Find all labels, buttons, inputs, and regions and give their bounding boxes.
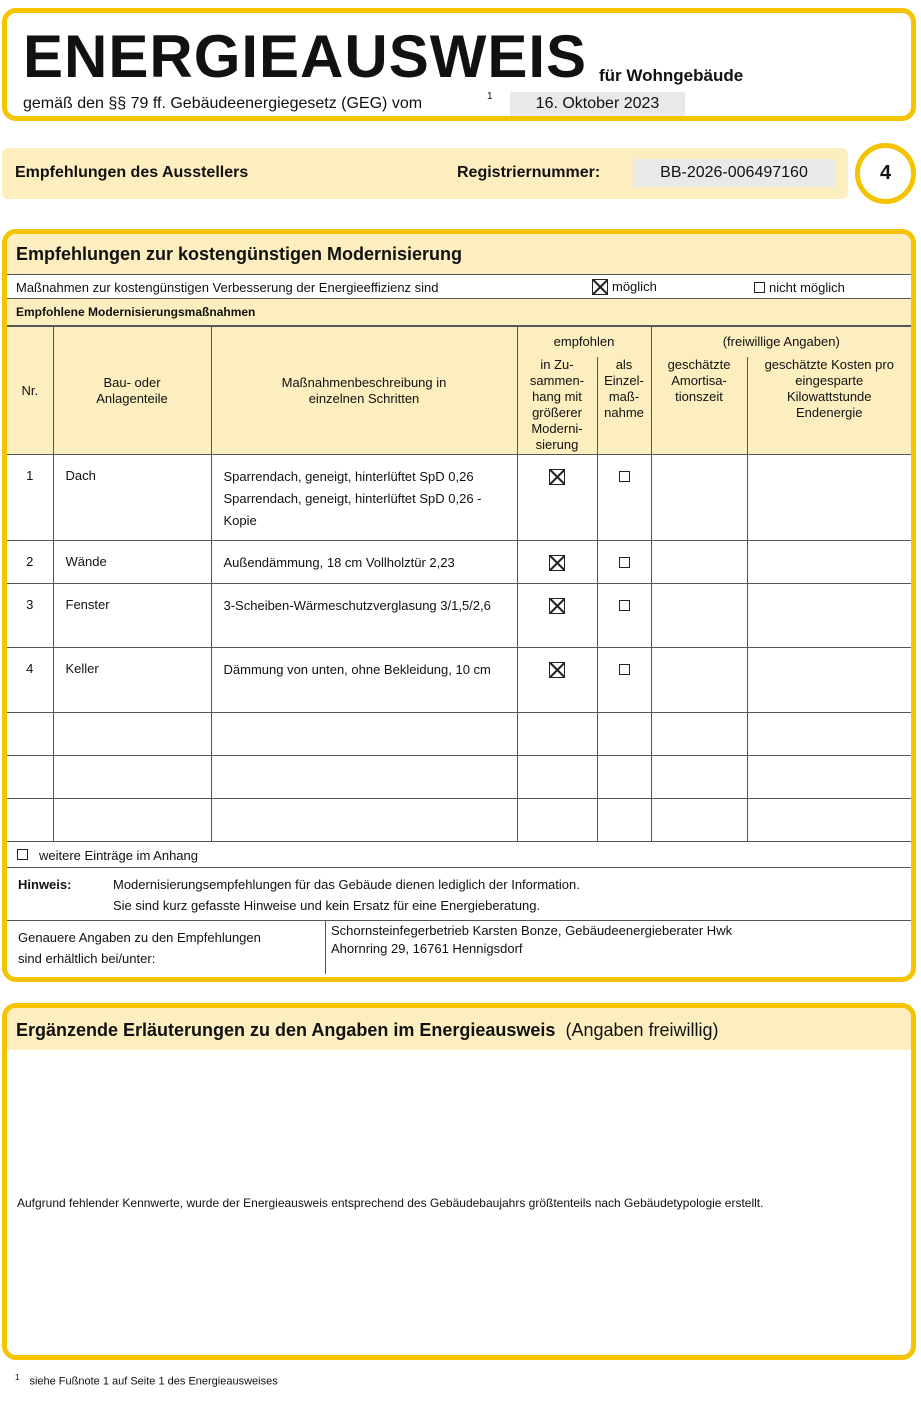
cost-cell — [747, 455, 911, 541]
band-label: Empfehlungen des Ausstellers — [15, 164, 249, 181]
amortization-cell — [651, 648, 747, 713]
contact-label-2: sind erhältlich bei/unter: — [18, 951, 156, 966]
footnote-ref: 1 — [487, 91, 493, 102]
header-box — [2, 8, 916, 121]
row-description: 3-Scheiben-Wärmeschutzverglasung 3/1,5/2,6 — [211, 584, 517, 648]
document-subtitle: für Wohngebäude — [599, 66, 744, 85]
col-recommended: empfohlen — [517, 327, 651, 357]
single-checkbox-icon[interactable] — [619, 600, 630, 611]
single-checkbox-icon[interactable] — [619, 664, 630, 675]
row-nr: 1 — [7, 455, 53, 541]
page-number-badge: 4 — [855, 143, 916, 204]
measures-row — [7, 274, 911, 299]
divider — [325, 921, 326, 974]
supplementary-title: Ergänzende Erläuterungen zu den Angaben im Energieausweis — [16, 1020, 556, 1040]
contact-line-1: Schornsteinfegerbetrieb Karsten Bonze, Gebäudeenergieberater Hwk — [331, 923, 733, 938]
row-description: Außendämmung, 18 cm Vollholztür 2,23 — [211, 541, 517, 584]
footnote — [15, 1373, 278, 1388]
footnote-text: siehe Fußnote 1 auf Seite 1 des Energieausweises — [29, 1375, 278, 1388]
registration-number-field: BB-2026-006497160 — [633, 159, 835, 187]
row-nr: 4 — [7, 648, 53, 713]
empty-row — [7, 713, 911, 756]
table-row — [7, 584, 911, 648]
combined-checkbox-icon[interactable] — [549, 598, 565, 614]
amortization-cell — [651, 455, 747, 541]
row-part: Fenster — [53, 584, 211, 648]
law-reference: gemäß den §§ 79 ff. Gebäudeenergiegesetz (GEG) vom — [23, 95, 423, 112]
col-description: Maßnahmenbeschreibung in einzelnen Schritten — [211, 327, 517, 455]
empty-row — [7, 799, 911, 842]
col-part: Bau- oder Anlagenteile — [53, 327, 211, 455]
cost-cell — [747, 648, 911, 713]
table-row — [7, 541, 911, 584]
law-date-field: 16. Oktober 2023 — [510, 92, 685, 116]
col-optional: (freiwillige Angaben) — [651, 327, 911, 357]
col-combined: in Zu-sammen-hang mit größerer Moderni-sierung — [517, 357, 597, 455]
hint-row — [7, 868, 911, 921]
registration-label: Registriernummer: — [457, 164, 601, 181]
single-checkbox-icon[interactable] — [619, 471, 630, 482]
option-possible[interactable] — [592, 278, 657, 295]
row-part: Wände — [53, 541, 211, 584]
col-cost: geschätzte Kosten pro eingesparte Kilowattstunde Endenergie — [747, 357, 911, 455]
table-row — [7, 648, 911, 713]
empty-row — [7, 756, 911, 799]
supplementary-title-note: (Angaben freiwillig) — [565, 1020, 719, 1040]
hint-line-2: Sie sind kurz gefasste Hinweise und kein Ersatz für eine Energieberatung. — [113, 898, 541, 913]
row-description: Dämmung von unten, ohne Bekleidung, 10 cm — [211, 648, 517, 713]
modernization-title: Empfehlungen zur kostengünstigen Modernisierung — [7, 234, 911, 274]
col-nr: Nr. — [7, 327, 53, 455]
option-not-possible-label: nicht möglich — [769, 280, 845, 296]
cost-cell — [747, 584, 911, 648]
row-nr: 2 — [7, 541, 53, 584]
row-description: Sparrendach, geneigt, hinterlüftet SpD 0,26 Sparrendach, geneigt, hinterlüftet SpD 0,26 - Kopie — [211, 455, 517, 541]
single-checkbox-icon[interactable] — [619, 557, 630, 568]
combined-checkbox-icon[interactable] — [549, 662, 565, 678]
supplementary-section — [2, 1003, 916, 1360]
cost-cell — [747, 541, 911, 584]
amortization-cell — [651, 584, 747, 648]
supplementary-title-bar — [7, 1008, 911, 1050]
more-entries-checkbox-icon[interactable] — [17, 849, 28, 860]
possible-checkbox-icon[interactable] — [592, 279, 608, 295]
table-row — [7, 455, 911, 541]
more-entries-label: weitere Einträge im Anhang — [39, 848, 198, 863]
col-amortization: geschätzte Amortisa-tionszeit — [651, 357, 747, 455]
not-possible-checkbox-icon[interactable] — [754, 282, 765, 293]
hint-label: Hinweis: — [18, 877, 72, 892]
row-part: Keller — [53, 648, 211, 713]
hint-line-1: Modernisierungsempfehlungen für das Gebäude dienen lediglich der Information. — [113, 877, 580, 892]
supplementary-text: Aufgrund fehlender Kennwerte, wurde der Energieausweis entsprechend des Gebäudebaujahrs größtenteils nach Gebäudetypologie erstellt. — [17, 1196, 764, 1210]
section-band — [2, 148, 848, 199]
option-not-possible[interactable] — [754, 279, 845, 295]
row-nr: 3 — [7, 584, 53, 648]
measures-table — [7, 326, 911, 842]
contact-line-2: Ahornring 29, 16761 Hennigsdorf — [331, 941, 523, 956]
contact-row — [7, 921, 911, 974]
amortization-cell — [651, 541, 747, 584]
recommended-measures-label: Empfohlene Modernisierungsmaßnahmen — [7, 299, 911, 326]
contact-label-1: Genauere Angaben zu den Empfehlungen — [18, 930, 261, 945]
col-single: als Einzel-maß-nahme — [597, 357, 651, 455]
modernization-section — [2, 229, 916, 982]
option-possible-label: möglich — [612, 279, 657, 295]
document-title: ENERGIEAUSWEIS — [23, 23, 588, 90]
row-part: Dach — [53, 455, 211, 541]
combined-checkbox-icon[interactable] — [549, 555, 565, 571]
footnote-mark: 1 — [15, 1373, 20, 1382]
combined-checkbox-icon[interactable] — [549, 469, 565, 485]
more-entries-row — [7, 842, 911, 868]
measures-text: Maßnahmen zur kostengünstigen Verbesserung der Energieeffizienz sind — [16, 280, 439, 295]
